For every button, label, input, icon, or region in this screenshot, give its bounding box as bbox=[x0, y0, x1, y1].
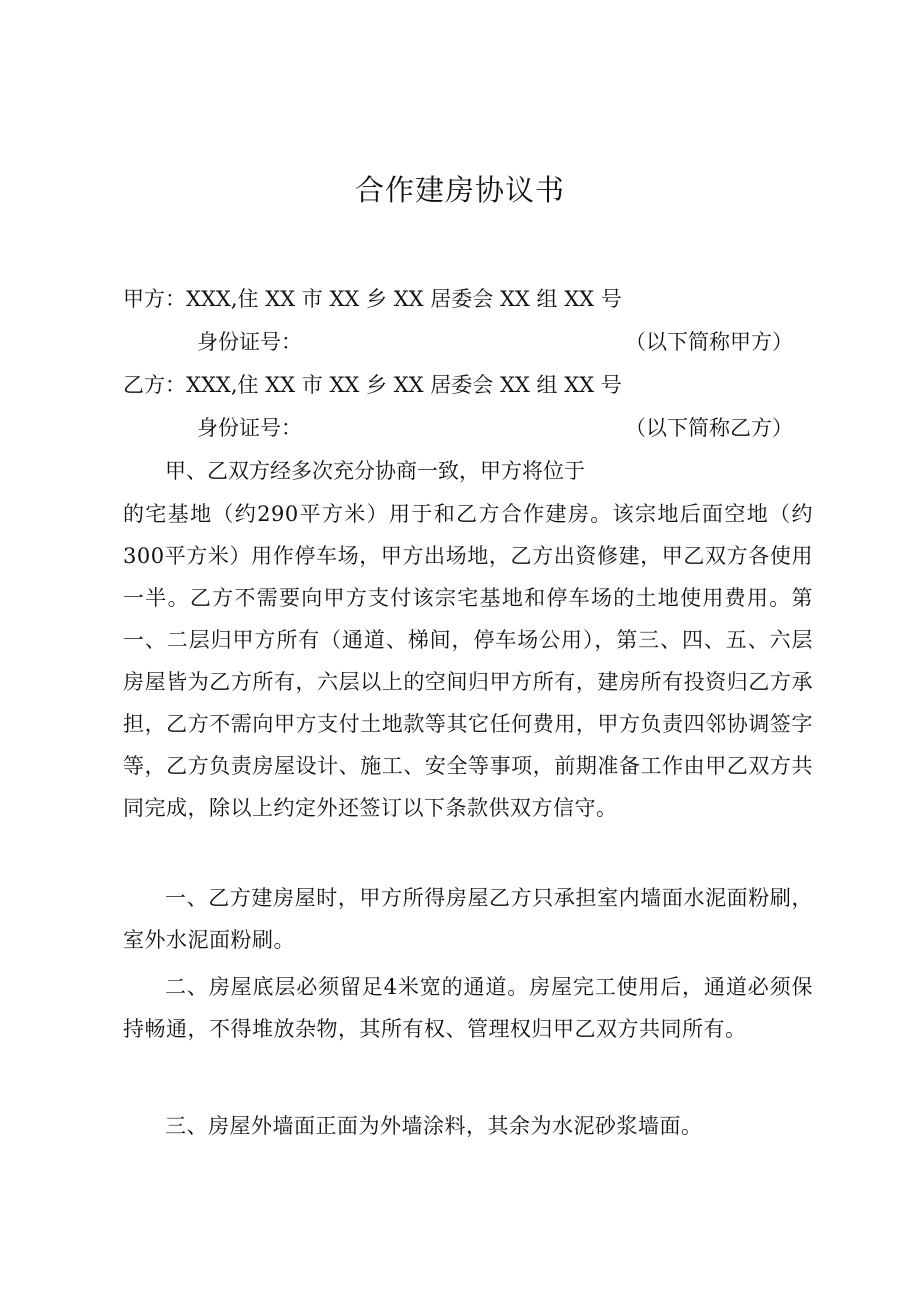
party-b-alias: （以下简称乙方） bbox=[625, 416, 793, 440]
party-b-id-label: 身份证号： bbox=[197, 416, 302, 440]
intro-paragraph bbox=[123, 493, 813, 829]
party-a-alias: （以下简称甲方） bbox=[625, 330, 793, 354]
party-a-line: 甲方：XXX,住 XX 市 XX 乡 XX 居委会 XX 组 XX 号 bbox=[123, 287, 622, 311]
intro-body: 的宅基地（约290平方米）用于和乙方合作建房。该宗地后面空地（约300平方米）用作停车场，甲方出场地，乙方出资修建，甲乙双方各使用一半。乙方不需要向甲方支付该宗宅基地和停车场的土地使用费用。第一、二层归甲方所有（通道、梯间，停车场公用），第三、四、五、六层房屋皆为乙方所有，六层以上的空间归甲方所有，建房所有投资归乙方承担，乙方不需向甲方支付土地款等其它任何费用，甲方负责四邻协调签字等，乙方负责房屋设计、施工、安全等事项，前期准备工作由甲乙双方共同完成，除以上约定外还签订以下条款供双方信守。 bbox=[123, 502, 813, 820]
party-b-line: 乙方：XXX,住 XX 市 XX 乡 XX 居委会 XX 组 XX 号 bbox=[123, 373, 622, 397]
party-a-id-label: 身份证号： bbox=[197, 330, 302, 354]
clause-3: 三、房屋外墙面正面为外墙涂料，其余为水泥砂浆墙面。 bbox=[165, 1114, 703, 1138]
clause-3-paragraph bbox=[123, 1105, 813, 1147]
intro-first-line: 甲、乙双方经多次充分协商一致，甲方将位于 bbox=[165, 459, 585, 483]
document-title: 合作建房协议书 bbox=[354, 173, 565, 207]
clause-1: 一、乙方建房屋时，甲方所得房屋乙方只承担室内墙面水泥面粉刷，室外水泥面粉刷。 bbox=[123, 886, 813, 952]
clause-1-paragraph bbox=[123, 877, 813, 961]
clause-2-paragraph bbox=[123, 966, 813, 1050]
clause-2: 二、房屋底层必须留足4米宽的通道。房屋完工使用后，通道必须保持畅通，不得堆放杂物，其所有权、管理权归甲乙双方共同所有。 bbox=[123, 975, 813, 1041]
